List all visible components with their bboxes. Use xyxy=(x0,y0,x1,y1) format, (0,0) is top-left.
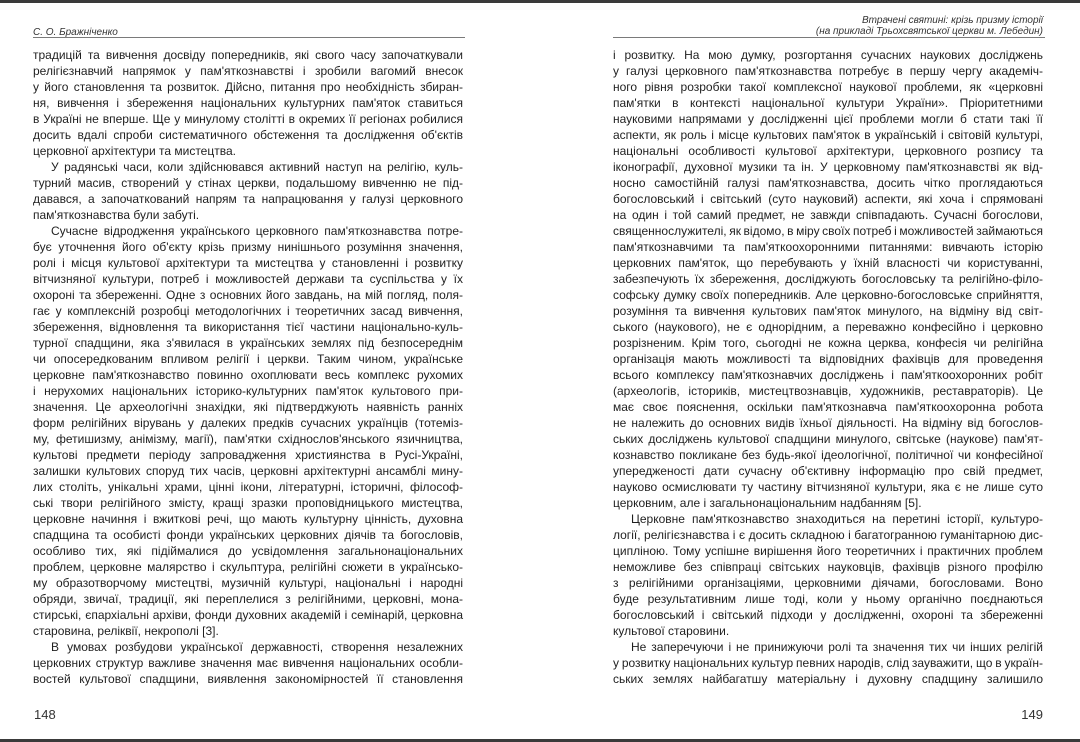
text-line: ських землях найбагатшу матеріальну і духовну спадщину залишило xyxy=(613,672,1043,686)
text-line: проблем, церковне малярство і скульптура, релігійні сюжети в українсько- xyxy=(33,560,463,574)
text-line: у розвитку національних культур певних народів, слід зауважити, що в україн- xyxy=(613,656,1043,670)
text-line: науково осмислювати ту частину вітчизняної культури, яка є не лише суто xyxy=(613,480,1043,494)
text-line: ня, вивчення і збереження національних культурних пам'яток ставиться xyxy=(33,96,463,110)
text-line: пам'яткознавства були забуті. xyxy=(33,208,200,222)
running-head-line: Втрачені святині: крізь призму історії xyxy=(862,15,1043,26)
text-line: логії, релігієзнавства і є досить складною і багатогранною гуманітарною дис- xyxy=(613,528,1043,542)
right-page xyxy=(540,0,1080,742)
text-line: особливо тих, які підіймалися до усвідомлення загальнонаціональних xyxy=(33,544,463,558)
text-line: бує уточнення його об'єкту крізь призму нинішнього розуміння значення, xyxy=(33,240,463,254)
text-line: священнослужителі, як відомо, в міру своїх потреб і можливостей займаються xyxy=(613,224,1043,238)
text-line: культової старовини. xyxy=(613,624,730,638)
text-line: вітчизняної культури, потреб і можливостей держави та суспільства у їх xyxy=(33,272,463,286)
text-line: старовина, реліквії, некрополі [3]. xyxy=(33,624,219,638)
text-line: розуміння та вивчення культових пам'яток минулого, на відміну від світ- xyxy=(613,304,1043,318)
text-line: лих століть, унікальні храми, цінні ікони, літературні, історичні, філософ- xyxy=(33,480,463,494)
text-line: церковної архітектури та мистецтва. xyxy=(33,144,236,158)
text-line: турної спадщини, яка з'явилася в українських землях під безпосереднім xyxy=(33,336,463,350)
text-line: церковних структур важливе значення має вивчення національних особли- xyxy=(33,656,463,670)
header-rule xyxy=(33,37,465,38)
text-line: з релігійними організаціями, церковними діячами, богословами. Воно xyxy=(613,576,1043,590)
text-line: і розвитку. На мою думку, розгортання сучасних наукових досліджень xyxy=(613,48,1043,62)
text-line: ські твори релігійного змісту, кращі зразки проповідницького мистецтва, xyxy=(33,496,463,510)
text-line: ролі і місця культової архітектури та мистецтва у становленні і розвитку xyxy=(33,256,463,270)
text-line: чи опосередкованим впливом релігії і церкви. Таким чином, українське xyxy=(33,352,463,366)
text-line: гає у комплексній розробці методологічних і теоретичних засад вивчення, xyxy=(33,304,463,318)
text-line: кознавство покликане без будь-якої ідеологічної, політичної чи конфесійної xyxy=(613,448,1043,462)
text-line: залишки культових споруд тих часів, церковні архітектурні ансамблі мину- xyxy=(33,464,463,478)
text-line: церковне пам'яткознавство повинно охоплювати весь комплекс рухомих xyxy=(33,368,463,382)
running-head-title xyxy=(816,15,1043,37)
running-head-line: (на прикладі Трьохсвятської церкви м. Лебедин) xyxy=(815,26,1043,37)
text-line: турний масив, створений у стінах церкви, подальшому вивченню не під- xyxy=(33,176,463,190)
text-line: пам'яткознавчими та пам'яткоохоронними питаннями: вивчають історію xyxy=(613,240,1043,254)
text-line: Церковне пам'яткознавство знаходиться на перетині історії, культуро- xyxy=(631,512,1043,526)
text-line: у галузі церковного пам'яткознавства потребує в першу чергу академіч- xyxy=(613,64,1043,78)
text-line: ного рівня розробки такої комплексної наукової проблеми, як «церковні xyxy=(613,80,1043,94)
text-line: і нерухомих національних історико-культурних пам'яток культового при- xyxy=(33,384,463,398)
text-line: Сучасне відродження українського церковного пам'яткознавства потре- xyxy=(51,224,463,238)
text-line: традицій та вивчення досвіду попередників, які свого часу започаткували xyxy=(33,48,463,62)
text-line: іконографії, духовної музики та ін. У церковному пам'яткознавстві як від- xyxy=(613,160,1043,174)
text-line: національні особливості культової архітектури, церковного розпису та xyxy=(613,144,1043,158)
text-line: розрізненим. Крім того, сьогодні не кожна церква, конфесія чи релігійна xyxy=(613,336,1043,350)
text-line: досить вдалі спроби систематичного обстеження та дослідження об'єктів xyxy=(33,128,463,142)
text-line: збереження, відновлення та використання тієї частини національно-куль- xyxy=(33,320,463,334)
text-line: значення. Це археологічні знахідки, які підтверджують наявність ранніх xyxy=(33,400,463,414)
left-page-body xyxy=(33,47,463,687)
text-line: церковних пам'яток, що перебувають у їхній власності чи користуванні, xyxy=(613,256,1043,270)
text-line: форм релігійних вірувань у далеких предків сучасних українців (тотеміз- xyxy=(33,416,463,430)
text-line: науковими напрямами у дослідженні цієї проблеми могли б стати такі її xyxy=(613,112,1043,126)
header-rule xyxy=(613,37,1045,38)
page-number: 148 xyxy=(34,707,56,722)
text-line: давався, а започаткований напрям та напрацювання у галузі церковного xyxy=(33,192,463,206)
right-page-body xyxy=(613,47,1043,687)
text-line: богословський і світський підходи у дослідженні, охороні та збереженні xyxy=(613,608,1043,622)
text-line: буде результативним лише тоді, коли у ньому органічно поєднаються xyxy=(613,592,1043,606)
text-line: софську думку своїх попередників. Але церковно-богословське сприйняття, xyxy=(613,288,1043,302)
text-line: забезпечують їх збереження, досліджують богословську та релігійно-філо- xyxy=(613,272,1043,286)
text-line: Не заперечуючи і не принижуючи ролі та значення тих чи інших релігій xyxy=(631,640,1043,654)
text-line: В умовах розбудови української державності, створення незалежних xyxy=(51,640,463,654)
page-number: 149 xyxy=(1021,707,1043,722)
text-line: церковним, але і загальнонаціональним надбанням [5]. xyxy=(613,496,922,510)
text-line: всього комплексу пам'яткознавчих досліджень і пам'яткоохоронних робіт xyxy=(613,368,1043,382)
text-line: спадщина та особисті фонди українських церковних діячів та богословів, xyxy=(33,528,463,542)
text-line: У радянські часи, коли здійснювався активний наступ на релігію, куль- xyxy=(51,160,463,174)
running-head-author: С. О. Бражніченко xyxy=(33,27,118,38)
text-line: церковне начиння і вжиткові речі, що мають культурну цінність, духовна xyxy=(33,512,463,526)
text-line: не належить до основних видів їхньої діяльності. На відміну від богослов- xyxy=(613,416,1043,430)
text-line: охороні та збереженні. Одне з основних його завдань, на мій погляд, поля- xyxy=(33,288,463,302)
text-line: обряди, звичаї, традиції, які переплелися з релігійними, церковні, мона- xyxy=(33,592,463,606)
text-line: му, фетишизму, анімізму, магії), пам'ятки східнослов'янського язичництва, xyxy=(33,432,463,446)
text-line: (археологів, істориків, мистецтвознавців, художників, реставраторів). Це xyxy=(613,384,1043,398)
text-line: ських досліджень культової спадщини минулого, світське (наукове) пам'ят- xyxy=(613,432,1043,446)
text-line: релігієзнавчий напрямок у пам'яткознавстві і зробили вагомий внесок xyxy=(33,64,463,78)
text-line: востей культової спадщини, виявлення закономірностей її становлення xyxy=(33,672,463,686)
text-line: має своє пояснення, оскільки пам'яткознавча пам'яткоохоронна робота xyxy=(613,400,1043,414)
text-line: в Україні не вперше. Ще у минулому столітті в окремих її регіонах робилися xyxy=(33,112,463,126)
text-line: носно самостійній галузі пам'яткознавства, досить чітко проглядаються xyxy=(613,176,1043,190)
text-line: ципліною. Тому успішне вирішення його теоретичних і практичних проблем xyxy=(613,544,1043,558)
text-line: на один і той самий предмет, не завжди співпадають. Сучасні богослови, xyxy=(613,208,1043,222)
text-line: організація мають можливості та відповідних фахівців для проведення xyxy=(613,352,1043,366)
text-line: культові предмети періоду запровадження християнства в Русі-Україні, xyxy=(33,448,463,462)
text-line: ського (наукового), не є однорідним, а переважно конфесійно і церковно xyxy=(613,320,1043,334)
text-line: пам'ятки в контексті національної культури України». Пріоритетними xyxy=(613,96,1043,110)
text-line: упередженості дати сучасну об'єктивну інформацію про свій предмет, xyxy=(613,464,1043,478)
text-line: му образотворчому мистецтві, музичній культурі, національні і народні xyxy=(33,576,463,590)
text-line: богословський і світський (суто науковий) аспекти, які хоча і спрямовані xyxy=(613,192,1043,206)
text-line: аспекти, як роль і місце культових пам'яток в українській і світовій культурі, xyxy=(613,128,1043,142)
text-line: стирські, єпархіальні архіви, фонди духовних академій і семінарій, церковна xyxy=(33,608,463,622)
text-line: у його становлення та розвиток. Дійсно, питання про необхідність збиран- xyxy=(33,80,463,94)
text-line: неможливе без співпраці світських науковців, фахівців різного профілю xyxy=(613,560,1043,574)
